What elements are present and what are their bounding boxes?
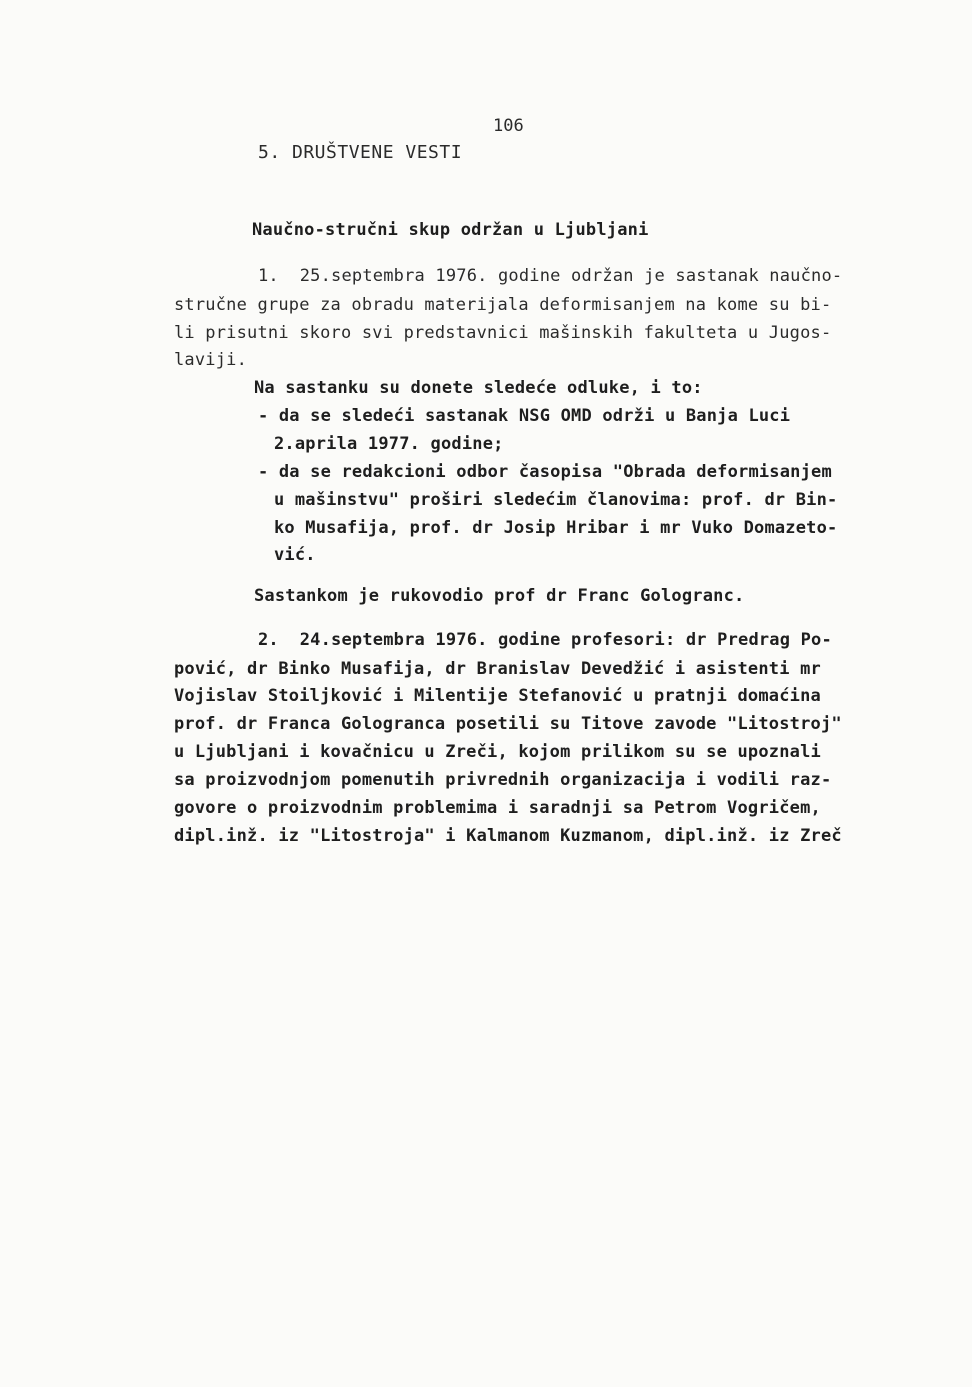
subtitle: Naučno-stručni skup održan u Ljubljani	[252, 220, 649, 240]
bullet2-line4: vić.	[274, 545, 316, 565]
item1-line3: li prisutni skoro svi predstavnici mašinskih fakulteta u Jugos-	[174, 323, 832, 343]
bullet2-line1: - da se redakcioni odbor časopisa "Obrada deformisanjem	[258, 462, 832, 482]
item2-line1: 2. 24.septembra 1976. godine profesori: dr Predrag Po-	[258, 630, 832, 650]
item2-line3: Vojislav Stoiljković i Milentije Stefanović u pratnji domaćina	[174, 686, 821, 706]
item1-line2: stručne grupe za obradu materijala deformisanjem na kome su bi-	[174, 295, 832, 315]
bullet2-line3: ko Musafija, prof. dr Josip Hribar i mr Vuko Domazeto-	[274, 518, 838, 538]
bullet2-line2: u mašinstvu" proširi sledećim članovima: prof. dr Bin-	[274, 490, 838, 510]
item2-line6: sa proizvodnjom pomenutih privrednih organizacija i vodili raz-	[174, 770, 832, 790]
section-heading: 5. DRUŠTVENE VESTI	[258, 142, 463, 163]
item1-line4: laviji.	[174, 350, 248, 370]
item2-line5: u Ljubljani i kovačnicu u Zreči, kojom prilikom su se upoznali	[174, 742, 821, 762]
decision-intro: Na sastanku su donete sledeće odluke, i to:	[254, 378, 703, 398]
item2-line4: prof. dr Franca Gologranca posetili su Titove zavode "Litostroj"	[174, 714, 842, 734]
bullet1-line1: - da se sledeći sastanak NSG OMD održi u Banja Luci	[258, 406, 791, 426]
page-number: 106	[493, 116, 524, 136]
item2-line7: govore o proizvodnim problemima i saradnji sa Petrom Vogričem,	[174, 798, 821, 818]
item2-line8: dipl.inž. iz "Litostroja" i Kalmanom Kuzmanom, dipl.inž. iz Zreč	[174, 826, 842, 846]
chair-line: Sastankom je rukovodio prof dr Franc Gologranc.	[254, 586, 745, 606]
item1-line1: 1. 25.septembra 1976. godine održan je sastanak naučno-	[258, 266, 843, 286]
item2-line2: pović, dr Binko Musafija, dr Branislav Devedžić i asistenti mr	[174, 659, 821, 679]
bullet1-line2: 2.aprila 1977. godine;	[274, 434, 504, 454]
